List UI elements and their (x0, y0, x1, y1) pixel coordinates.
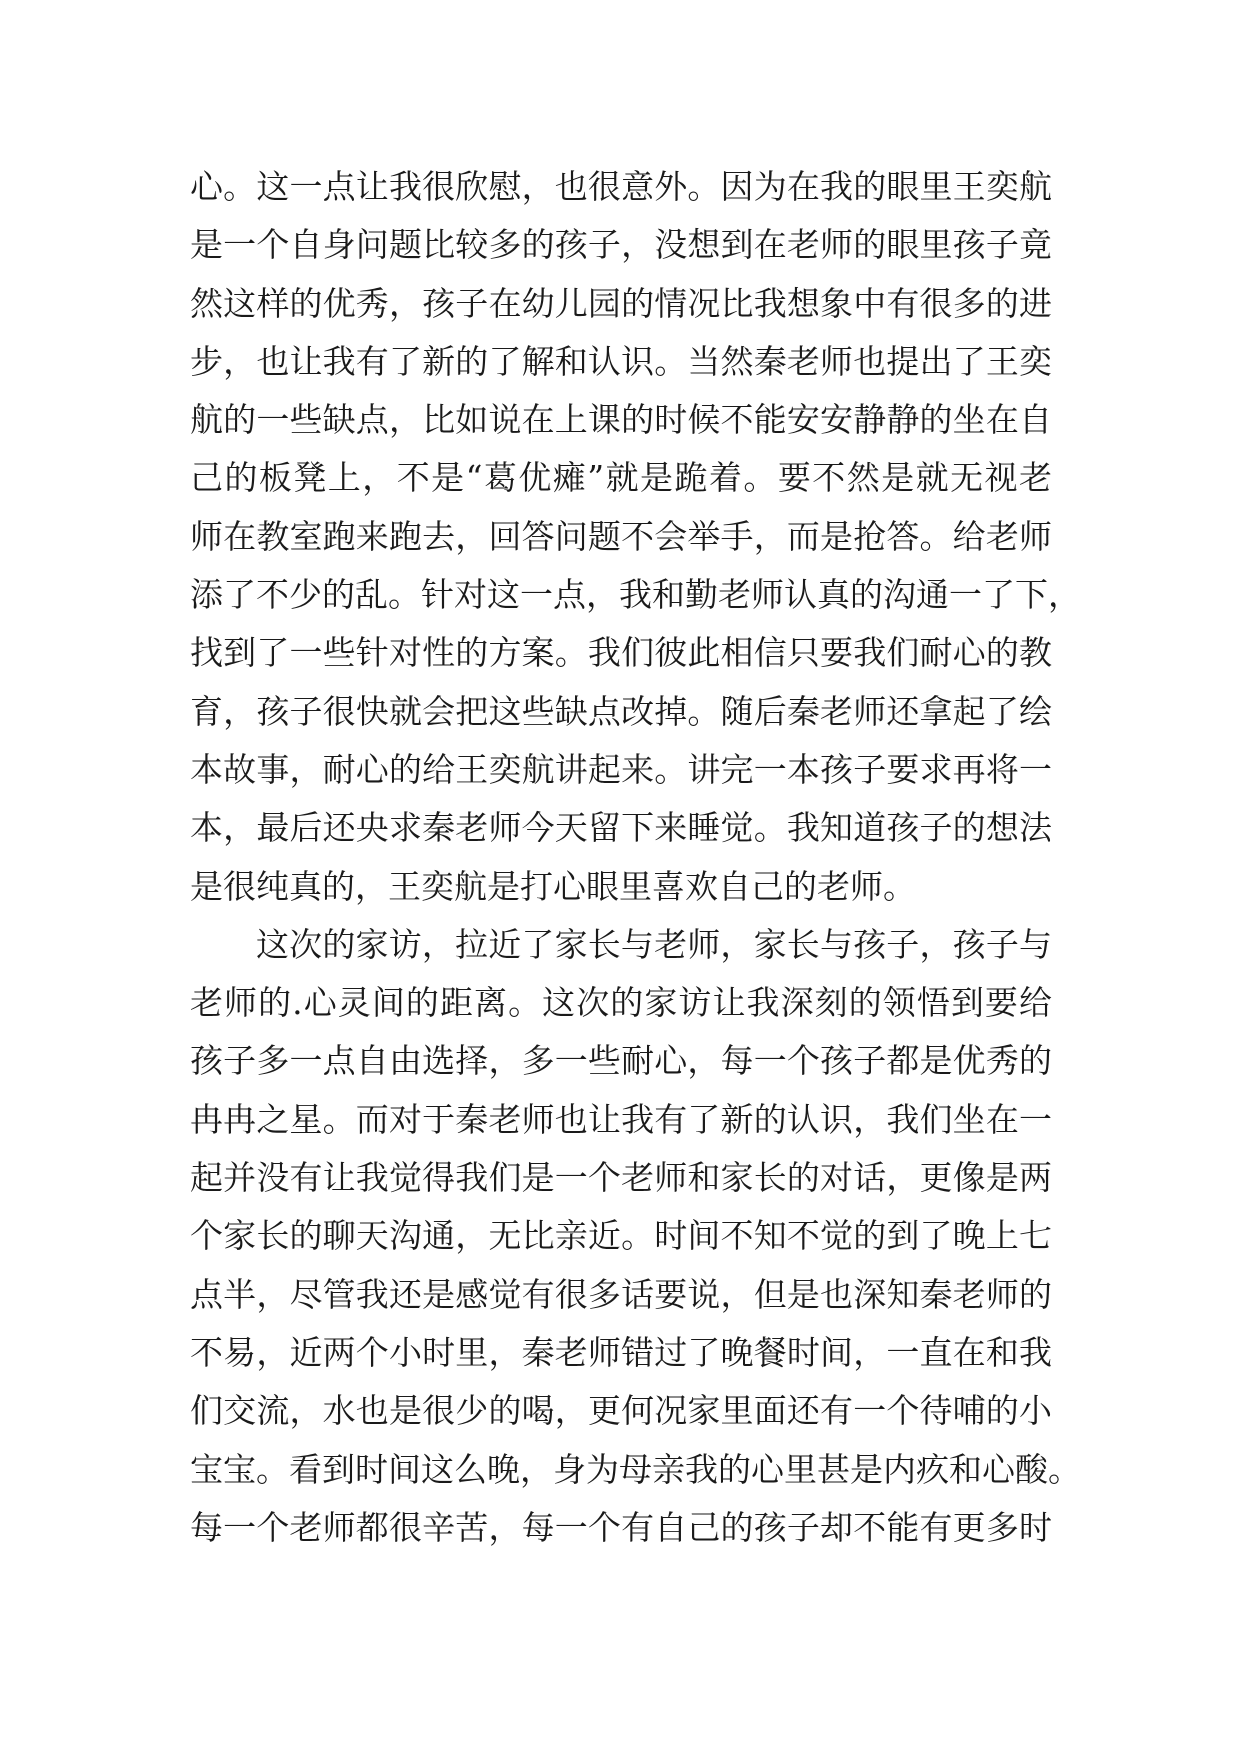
text-line: 己的板凳上，不是“葛优瘫”就是跪着。要不然是就无视老 (190, 458, 1052, 498)
text-line: 师在教室跑来跑去，回答问题不会举手，而是抢答。给老师 (190, 516, 1052, 556)
text-line: 是一个自身问题比较多的孩子，没想到在老师的眼里孩子竟 (190, 225, 1052, 265)
text-line: 心。这一点让我很欣慰，也很意外。因为在我的眼里王奕航 (190, 167, 1052, 206)
text-line: 找到了一些针对性的方案。我们彼此相信只要我们耐心的教 (190, 633, 1052, 673)
text-line: 本故事，耐心的给王奕航讲起来。讲完一本孩子要求再将一 (190, 749, 1052, 789)
text-line: 然这样的优秀，孩子在幼儿园的情况比我想象中有很多的进 (190, 283, 1052, 323)
text-line: 宝宝。看到时间这么晚，身为母亲我的心里甚是内疚和心酸。 (190, 1449, 1081, 1489)
text-line: 育，孩子很快就会把这些缺点改掉。随后秦老师还拿起了绘 (190, 691, 1052, 731)
text-line: 起并没有让我觉得我们是一个老师和家长的对话，更像是两 (190, 1158, 1052, 1198)
text-line: 们交流，水也是很少的喝，更何况家里面还有一个待哺的小 (190, 1391, 1052, 1431)
paragraph-start-line: 这次的家访，拉近了家长与老师，家长与孩子，孩子与 (256, 924, 1052, 964)
text-line: 老师的.心灵间的距离。这次的家访让我深刻的领悟到要给 (190, 983, 1052, 1023)
text-line: 不易，近两个小时里，秦老师错过了晚餐时间，一直在和我 (190, 1332, 1052, 1372)
text-line: 个家长的聊天沟通，无比亲近。时间不知不觉的到了晚上七 (190, 1216, 1052, 1256)
text-line: 是很纯真的，王奕航是打心眼里喜欢自己的老师。 (190, 866, 916, 906)
text-line: 添了不少的乱。针对这一点，我和勤老师认真的沟通一了下， (190, 575, 1081, 615)
text-line: 本，最后还央求秦老师今天留下来睡觉。我知道孩子的想法 (190, 808, 1052, 848)
text-line: 每一个老师都很辛苦，每一个有自己的孩子却不能有更多时 (190, 1507, 1052, 1547)
text-line: 点半，尽管我还是感觉有很多话要说，但是也深知秦老师的 (190, 1274, 1052, 1314)
body-text (190, 158, 1081, 1557)
text-line: 航的一些缺点，比如说在上课的时候不能安安静静的坐在自 (190, 400, 1052, 440)
text-line: 孩子多一点自由选择，多一些耐心，每一个孩子都是优秀的 (190, 1041, 1052, 1081)
text-line: 步，也让我有了新的了解和认识。当然秦老师也提出了王奕 (190, 341, 1052, 381)
text-line: 冉冉之星。而对于秦老师也让我有了新的认识，我们坐在一 (190, 1099, 1052, 1139)
